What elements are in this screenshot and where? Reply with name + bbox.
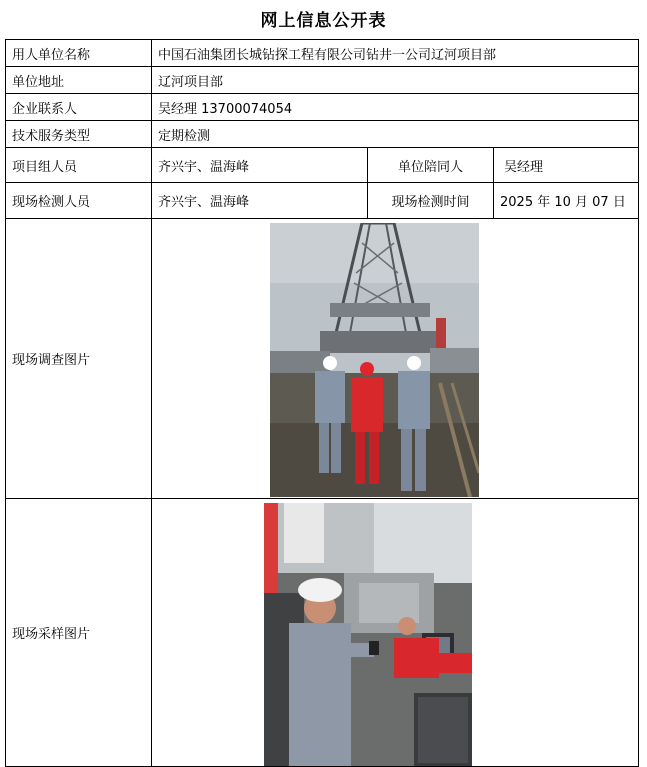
service-label: 技术服务类型 bbox=[6, 121, 152, 148]
control-room-photo bbox=[264, 503, 472, 767]
table-row bbox=[6, 219, 639, 499]
table-row bbox=[6, 94, 639, 121]
address-value: 辽河项目部 bbox=[152, 67, 639, 94]
survey-photo-cell bbox=[152, 219, 639, 499]
service-value: 定期检测 bbox=[152, 121, 639, 148]
table-row bbox=[6, 183, 639, 219]
survey-photo bbox=[270, 223, 479, 497]
contact-value: 吴经理 13700074054 bbox=[152, 94, 639, 121]
table-row bbox=[6, 499, 639, 767]
escort-value: 吴经理 bbox=[494, 148, 639, 183]
inspectors-value: 齐兴宇、温海峰 bbox=[152, 183, 368, 219]
sampling-photo-cell bbox=[152, 499, 639, 767]
info-table bbox=[5, 39, 639, 767]
contact-label: 企业联系人 bbox=[6, 94, 152, 121]
page-title: 网上信息公开表 bbox=[260, 11, 387, 31]
survey-photo-label: 现场调查图片 bbox=[6, 219, 152, 499]
table-row bbox=[6, 121, 639, 148]
inspect-time-label: 现场检测时间 bbox=[368, 183, 494, 219]
sampling-photo-label: 现场采样图片 bbox=[6, 499, 152, 767]
table-row bbox=[6, 40, 639, 67]
drilling-rig-photo bbox=[270, 223, 479, 497]
table-row bbox=[6, 148, 639, 183]
sampling-photo bbox=[264, 503, 472, 767]
company-value: 中国石油集团长城钻探工程有限公司钻井一公司辽河项目部 bbox=[152, 40, 639, 67]
team-value: 齐兴宇、温海峰 bbox=[152, 148, 368, 183]
company-label: 用人单位名称 bbox=[6, 40, 152, 67]
address-label: 单位地址 bbox=[6, 67, 152, 94]
table-row bbox=[6, 67, 639, 94]
escort-label: 单位陪同人 bbox=[368, 148, 494, 183]
team-label: 项目组人员 bbox=[6, 148, 152, 183]
inspect-time-value: 2025 年 10 月 07 日 bbox=[494, 183, 639, 219]
inspectors-label: 现场检测人员 bbox=[6, 183, 152, 219]
